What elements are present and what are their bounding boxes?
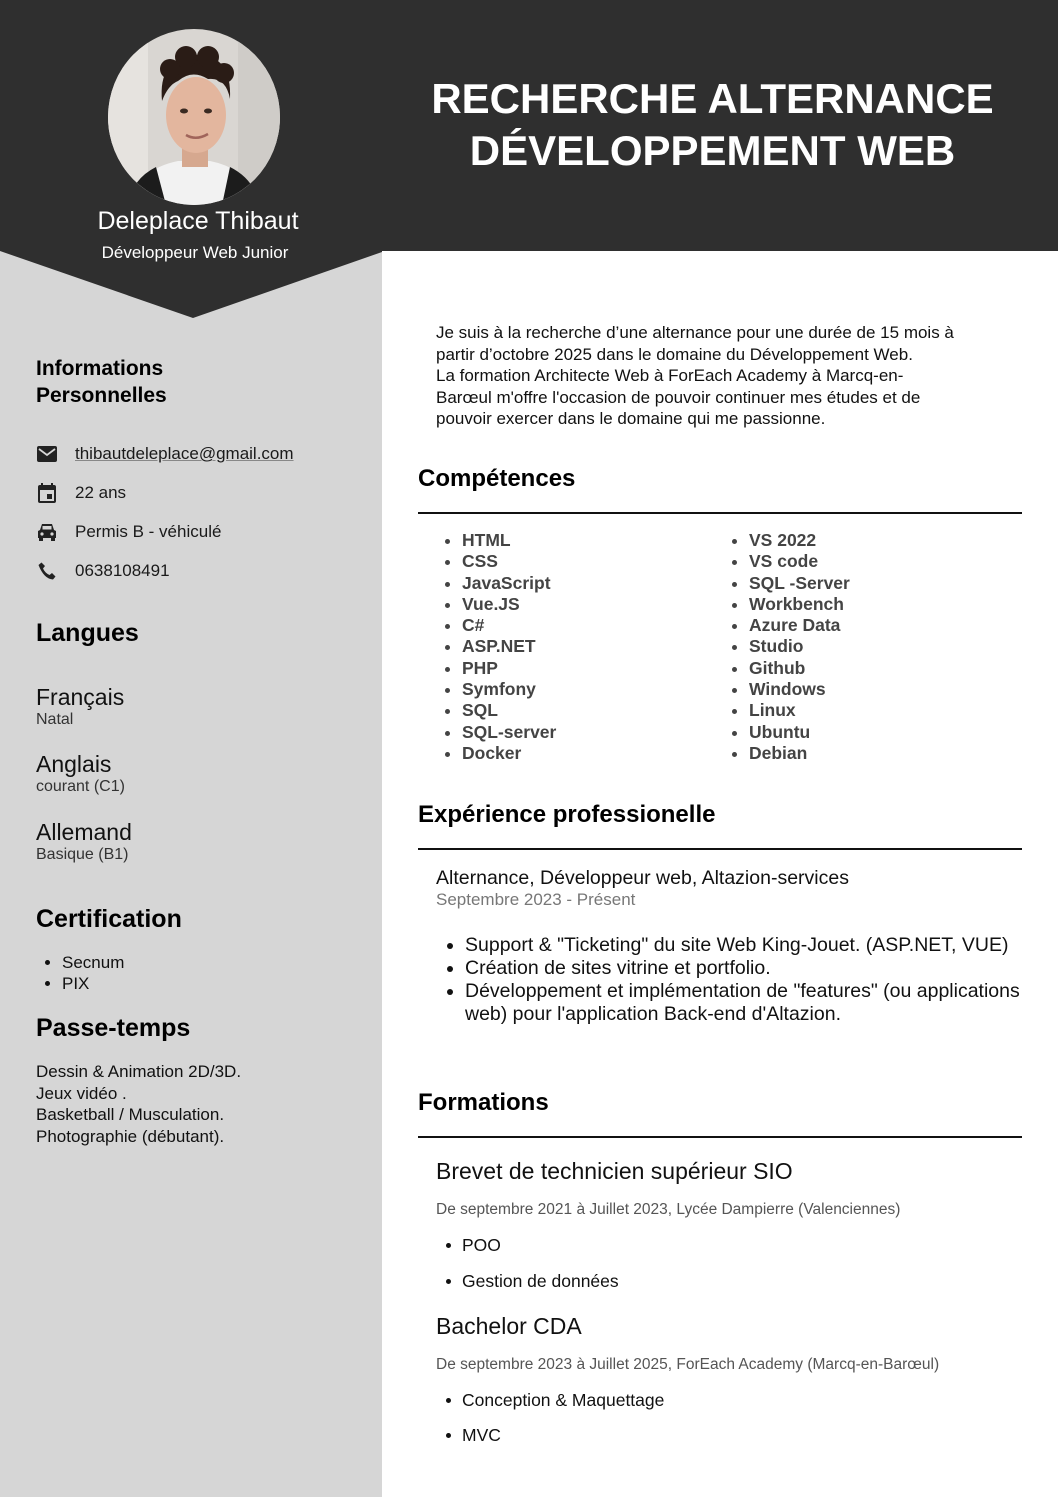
hobby-item: Basketball / Musculation. xyxy=(36,1105,225,1124)
certification-list xyxy=(62,952,124,994)
phone-value: 0638108491 xyxy=(75,561,170,580)
experience-divider xyxy=(418,848,1022,850)
skills-list-2 xyxy=(749,530,850,764)
job-task-list xyxy=(465,934,1025,1026)
info-title-line-1: Informations xyxy=(36,357,164,380)
skill-item: • ASP.NET xyxy=(462,636,556,657)
sidebar xyxy=(0,251,382,1497)
job-title: Alternance, Développeur web, Altazion-services xyxy=(436,867,849,889)
job-task: • Création de sites vitrine et portfolio. xyxy=(465,957,1025,980)
skill-item: • SQL xyxy=(462,700,556,721)
experience-title: Expérience professionelle xyxy=(418,801,716,828)
education-point-text: Gestion de données xyxy=(462,1271,619,1291)
skill-item: • Linux xyxy=(749,700,850,721)
education-date: De septembre 2023 à Juillet 2025, ForEach Academy (Marcq-en-Barœul) xyxy=(436,1356,940,1373)
skill-item: • Docker xyxy=(462,743,556,764)
skill-item: • Studio xyxy=(749,636,850,657)
bullet-icon xyxy=(446,1279,451,1284)
skill-item: • PHP xyxy=(462,658,556,679)
education-degree: Brevet de technicien supérieur SIO xyxy=(436,1158,793,1184)
calendar-icon xyxy=(36,482,58,504)
info-section-title xyxy=(36,355,167,409)
languages-title: Langues xyxy=(36,619,139,647)
skill-item: • Github xyxy=(749,658,850,679)
skills-title: Compétences xyxy=(418,465,576,492)
skill-item: • JavaScript xyxy=(462,573,556,594)
profile-photo xyxy=(108,29,280,205)
certification-item: • PIX xyxy=(62,973,124,994)
hobby-item: Jeux vidéo . xyxy=(36,1083,127,1103)
intro-line: Je suis à la recherche d’une alternance pour une durée de 15 mois à xyxy=(436,323,954,342)
license-value: Permis B - véhiculé xyxy=(75,522,222,541)
skill-item: • VS code xyxy=(749,551,850,572)
bullet-icon xyxy=(446,1433,451,1438)
education-point-text: MVC xyxy=(462,1425,501,1445)
candidate-role: Développeur Web Junior xyxy=(101,243,289,262)
phone-row xyxy=(36,559,170,583)
email-row xyxy=(36,442,294,466)
headline-line-1: RECHERCHE ALTERNANCE xyxy=(431,75,994,122)
education-point-text: Conception & Maquettage xyxy=(462,1390,665,1410)
intro-line: partir d’octobre 2025 dans le domaine du Développement Web. xyxy=(436,344,913,364)
intro-paragraph xyxy=(436,322,1016,430)
education-divider xyxy=(418,1136,1022,1138)
job-date: Septembre 2023 - Présent xyxy=(436,890,636,909)
job-task: • Support & "Ticketing" du site Web King-Jouet. (ASP.NET, VUE) xyxy=(465,934,1025,957)
education-point xyxy=(446,1425,501,1446)
education-point xyxy=(446,1235,501,1256)
education-title: Formations xyxy=(418,1089,549,1116)
education-date: De septembre 2021 à Juillet 2023, Lycée Dampierre (Valenciennes) xyxy=(436,1201,901,1218)
intro-line: La formation Architecte Web à ForEach Academy à Marcq-en- xyxy=(436,366,904,385)
intro-line: Barœul m'offre l'occasion de pouvoir continuer mes études et de xyxy=(436,387,921,407)
education-point-text: POO xyxy=(462,1235,501,1255)
skill-item: • HTML xyxy=(462,530,556,551)
hobbies-list xyxy=(36,1061,241,1147)
hobbies-title: Passe-temps xyxy=(36,1014,191,1042)
skill-item: • Windows xyxy=(749,679,850,700)
skill-item: • Symfony xyxy=(462,679,556,700)
skill-item: • VS 2022 xyxy=(749,530,850,551)
education-point xyxy=(446,1390,664,1411)
phone-icon xyxy=(36,560,58,582)
bullet-icon xyxy=(446,1398,451,1403)
bullet-icon xyxy=(446,1243,451,1248)
hobby-item: Dessin & Animation 2D/3D. xyxy=(36,1062,242,1081)
language-level: Natal xyxy=(36,711,74,728)
language-level: Basique (B1) xyxy=(36,846,129,863)
skill-item: • SQL-server xyxy=(462,722,556,743)
intro-line: pouvoir exercer dans le domaine qui me passionne. xyxy=(436,409,826,428)
skills-list-1 xyxy=(462,530,556,764)
license-row xyxy=(36,520,221,544)
hobby-item: Photographie (débutant). xyxy=(36,1126,225,1146)
language-name: Allemand xyxy=(36,819,132,845)
skill-item: • CSS xyxy=(462,551,556,572)
language-level: courant (C1) xyxy=(36,778,125,795)
headline-line-2: DÉVELOPPEMENT WEB xyxy=(469,127,956,174)
headline xyxy=(400,73,1025,177)
certification-title: Certification xyxy=(36,905,182,933)
skill-item: • Azure Data xyxy=(749,615,850,636)
language-name: Français xyxy=(36,684,125,710)
skill-item: • Ubuntu xyxy=(749,722,850,743)
skill-item: • Debian xyxy=(749,743,850,764)
certification-item: • Secnum xyxy=(62,952,124,973)
skill-item: • Workbench xyxy=(749,594,850,615)
language-name: Anglais xyxy=(36,751,112,777)
skill-item: • Vue.JS xyxy=(462,594,556,615)
job-task: • Développement et implémentation de "features" (ou applications web) pour l'application Back-end d'Altazion. xyxy=(465,980,1025,1026)
car-icon xyxy=(36,521,58,543)
education-degree: Bachelor CDA xyxy=(436,1313,582,1339)
mail-icon xyxy=(36,443,58,465)
education-point xyxy=(446,1271,619,1292)
age-row xyxy=(36,481,126,505)
skills-divider xyxy=(418,512,1022,514)
skill-item: • SQL -Server xyxy=(749,573,850,594)
info-title-line-2: Personnelles xyxy=(36,384,167,407)
skill-item: • C# xyxy=(462,615,556,636)
candidate-name: Deleplace Thibaut xyxy=(97,207,299,235)
age-value: 22 ans xyxy=(75,483,127,502)
email-link[interactable]: thibautdeleplace@gmail.com xyxy=(75,444,294,463)
